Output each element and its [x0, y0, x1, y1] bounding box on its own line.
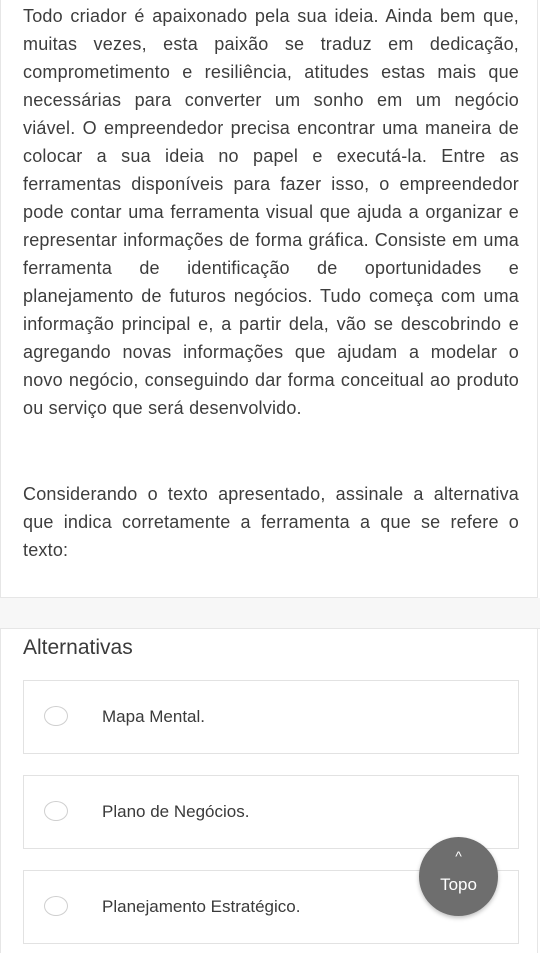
radio-button[interactable]	[44, 801, 68, 821]
radio-button[interactable]	[44, 896, 68, 916]
alternatives-title: Alternativas	[23, 636, 133, 659]
scroll-to-top-label: Topo	[440, 875, 477, 894]
alternative-label: Planejamento Estratégico.	[102, 897, 301, 916]
question-text: Todo criador é apaixonado pela sua ideia. Ainda bem que, muitas vezes, esta paixão se traduz em dedicação, comprometimento e resiliência, atitudes estas mais que necessárias para converter um sonho em um negócio viável. O empreendedor precisa encontrar uma maneira de colocar a sua ideia no papel e executá-la. Entre as ferramentas disponíveis para fazer isso, o empreendedor pode contar uma ferramenta visual que ajuda a organizar e representar informações de forma gráfica. Consiste em uma ferramenta de identificação de oportunidades e planejamento de futuros negócios. Tudo começa com uma informação principal e, a partir dela, vão se descobrindo e agregando novas informações que ajudam a modelar o novo negócio, conseguindo dar forma conceitual ao produto ou serviço que será desenvolvido.	[23, 6, 519, 418]
chevron-up-icon: ^	[455, 848, 462, 864]
scroll-to-top-button[interactable]	[419, 837, 498, 916]
question-prompt: Considerando o texto apresentado, assinale a alternativa que indica corretamente a ferramenta a que se refere o texto:	[23, 484, 519, 560]
alternative-label: Plano de Negócios.	[102, 802, 250, 821]
alternative-label: Mapa Mental.	[102, 707, 205, 726]
section-divider	[0, 598, 540, 629]
alternative-option-plano-de-negocios[interactable]	[23, 775, 519, 849]
alternative-option-mapa-mental[interactable]	[23, 680, 519, 754]
radio-button[interactable]	[44, 706, 68, 726]
